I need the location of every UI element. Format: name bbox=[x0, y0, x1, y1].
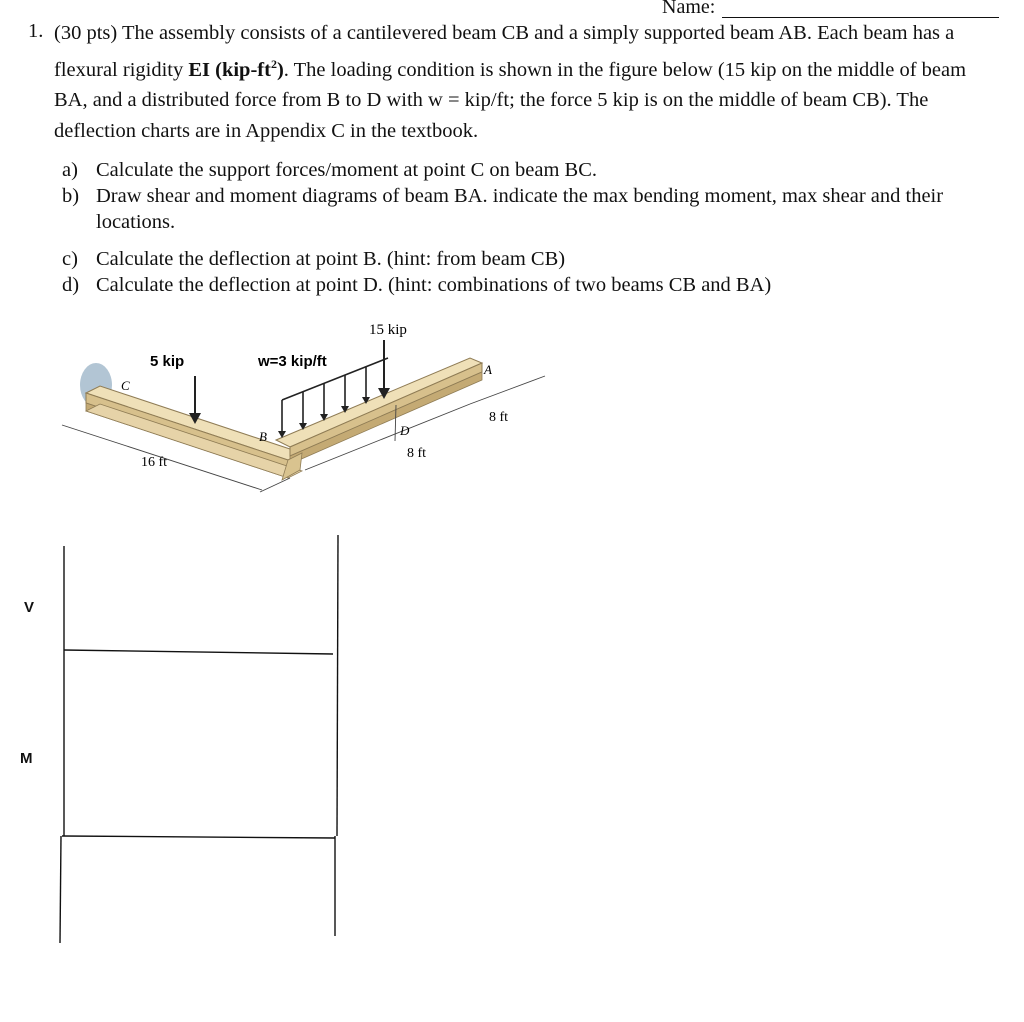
label-15kip: 15 kip bbox=[369, 322, 407, 338]
label-point-c: C bbox=[121, 378, 130, 393]
part-text: Calculate the deflection at point D. (hint: combinations of two beams CB and BA) bbox=[96, 274, 772, 296]
label-dim-8ft-left: 8 ft bbox=[407, 446, 427, 461]
part-label: a) bbox=[62, 159, 78, 181]
label-point-b: B bbox=[259, 429, 267, 444]
question-text bbox=[54, 18, 984, 146]
moment-lower-left-edge bbox=[60, 836, 61, 943]
beam-ba bbox=[276, 358, 482, 480]
label-5kip: 5 kip bbox=[150, 353, 185, 370]
flexural-rigidity bbox=[188, 56, 284, 81]
question-number: 1. bbox=[28, 20, 44, 42]
sv-diagram-grid[interactable] bbox=[0, 530, 360, 950]
beam-assembly-figure bbox=[0, 300, 700, 510]
label-dim-8ft-right: 8 ft bbox=[489, 410, 509, 425]
shear-baseline bbox=[64, 650, 333, 654]
part-text: Calculate the deflection at point B. (hint: from beam CB) bbox=[96, 248, 566, 270]
part-c bbox=[62, 246, 1012, 272]
right-edge-upper bbox=[337, 535, 338, 836]
label-dim-16ft: 16 ft bbox=[141, 455, 168, 470]
part-text: Calculate the support forces/moment at point C on beam BC. bbox=[96, 159, 598, 181]
shear-axis-label: V bbox=[24, 599, 35, 616]
part-b bbox=[62, 183, 1012, 235]
moment-baseline bbox=[62, 836, 335, 838]
ei-text: EI (kip-ft bbox=[188, 58, 271, 81]
label-distributed: w=3 kip/ft bbox=[258, 353, 327, 370]
part-label: c) bbox=[62, 248, 78, 270]
name-label: Name: bbox=[662, 0, 716, 18]
question-text-a: The assembly consists of a cantilevered beam CB and a simply supported beam AB. Each beam has a flexural rigidity bbox=[54, 22, 955, 81]
part-a bbox=[62, 157, 1012, 183]
label-point-d: D bbox=[400, 423, 410, 438]
question-text-b: . The loading condition is shown in the figure below (15 kip on the middle of beam BA, and a distributed force from B to D with w = kip/ft; the force 5 kip is on the middle of beam CB). The deflection charts are in Appendix C in the textbook. bbox=[54, 58, 967, 142]
moment-axis-label: M bbox=[20, 750, 33, 767]
label-point-a: A bbox=[484, 362, 492, 377]
question-points: (30 pts) bbox=[54, 22, 118, 44]
question-parts bbox=[62, 157, 1012, 298]
part-text: Draw shear and moment diagrams of beam BA. indicate the max bending moment, max shear and their locations. bbox=[96, 185, 944, 233]
part-label: d) bbox=[62, 274, 80, 296]
ei-close: ) bbox=[276, 58, 284, 81]
load-15kip-arrow bbox=[378, 340, 390, 399]
part-label: b) bbox=[62, 185, 80, 207]
ei-superscript: 2 bbox=[270, 56, 277, 71]
part-d bbox=[62, 272, 1012, 298]
